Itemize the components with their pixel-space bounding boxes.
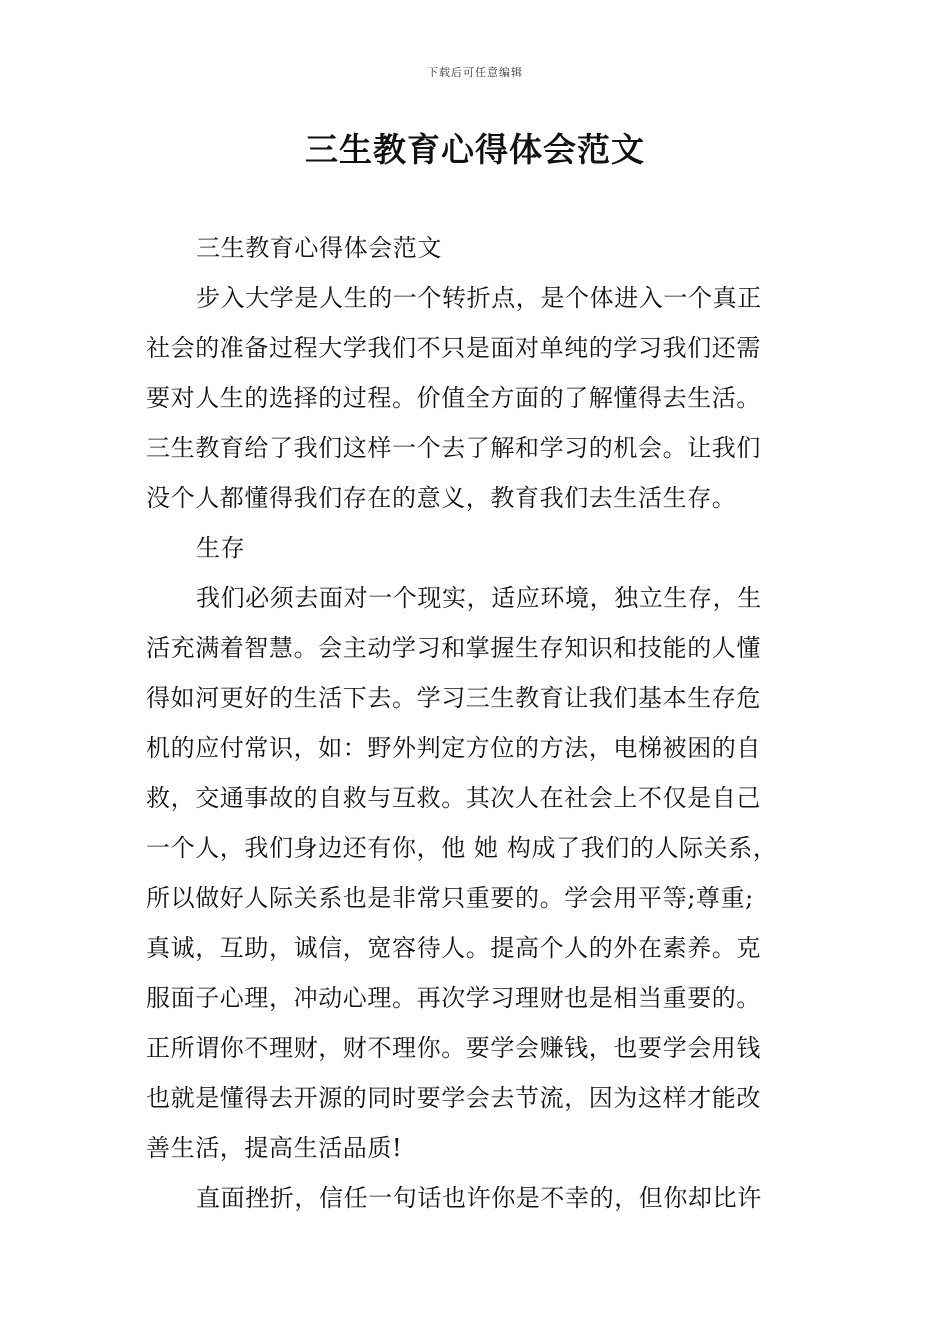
paragraph-line: 步入大学是人生的一个转折点，是个体进入一个真正 [196,284,762,312]
paragraph-line: 要对人生的选择的过程。价值全方面的了解懂得去生活。 [146,384,761,412]
paragraph-line: 我们必须去面对一个现实，适应环境，独立生存，生 [196,584,762,612]
paragraph-line: 三生教育给了我们这样一个去了解和学习的机会。让我们 [146,434,761,462]
paragraph-line: 服面子心理，冲动心理。再次学习理财也是相当重要的。 [146,984,761,1012]
paragraph-line: 救，交通事故的自救与互救。其次人在社会上不仅是自己 [146,784,761,812]
paragraph-line: 社会的准备过程大学我们不只是面对单纯的学习我们还需 [146,334,761,362]
paragraph-line: 一个人，我们身边还有你，他 她 构成了我们的人际关系， [146,834,778,862]
paragraph-line: 直面挫折，信任一句话也许你是不幸的，但你却比许 [196,1184,762,1212]
paragraph-line: 三生教育心得体会范文 [196,234,442,262]
paragraph-line: 正所谓你不理财，财不理你。要学会赚钱，也要学会用钱 [146,1034,761,1062]
paragraph-line: 机的应付常识，如：野外判定方位的方法，电梯被困的自 [146,734,761,762]
paragraph-line: 真诚，互助，诚信，宽容待人。提高个人的外在素养。克 [146,934,761,962]
document-title: 三生教育心得体会范文 [305,130,645,169]
paragraph-line: 得如河更好的生活下去。学习三生教育让我们基本生存危 [146,684,761,712]
paragraph-line: 善生活，提高生活品质! [146,1134,403,1162]
paragraph-line: 所以做好人际关系也是非常只重要的。学会用平等;尊重; [146,884,754,912]
paragraph-line: 活充满着智慧。会主动学习和掌握生存知识和技能的人懂 [146,634,761,662]
section-heading: 生存 [196,534,246,562]
paragraph-line: 也就是懂得去开源的同时要学会去节流，因为这样才能改 [146,1084,761,1112]
paragraph-line: 没个人都懂得我们存在的意义，教育我们去生活生存。 [146,484,737,512]
header-note: 下载后可任意编辑 [427,66,523,79]
